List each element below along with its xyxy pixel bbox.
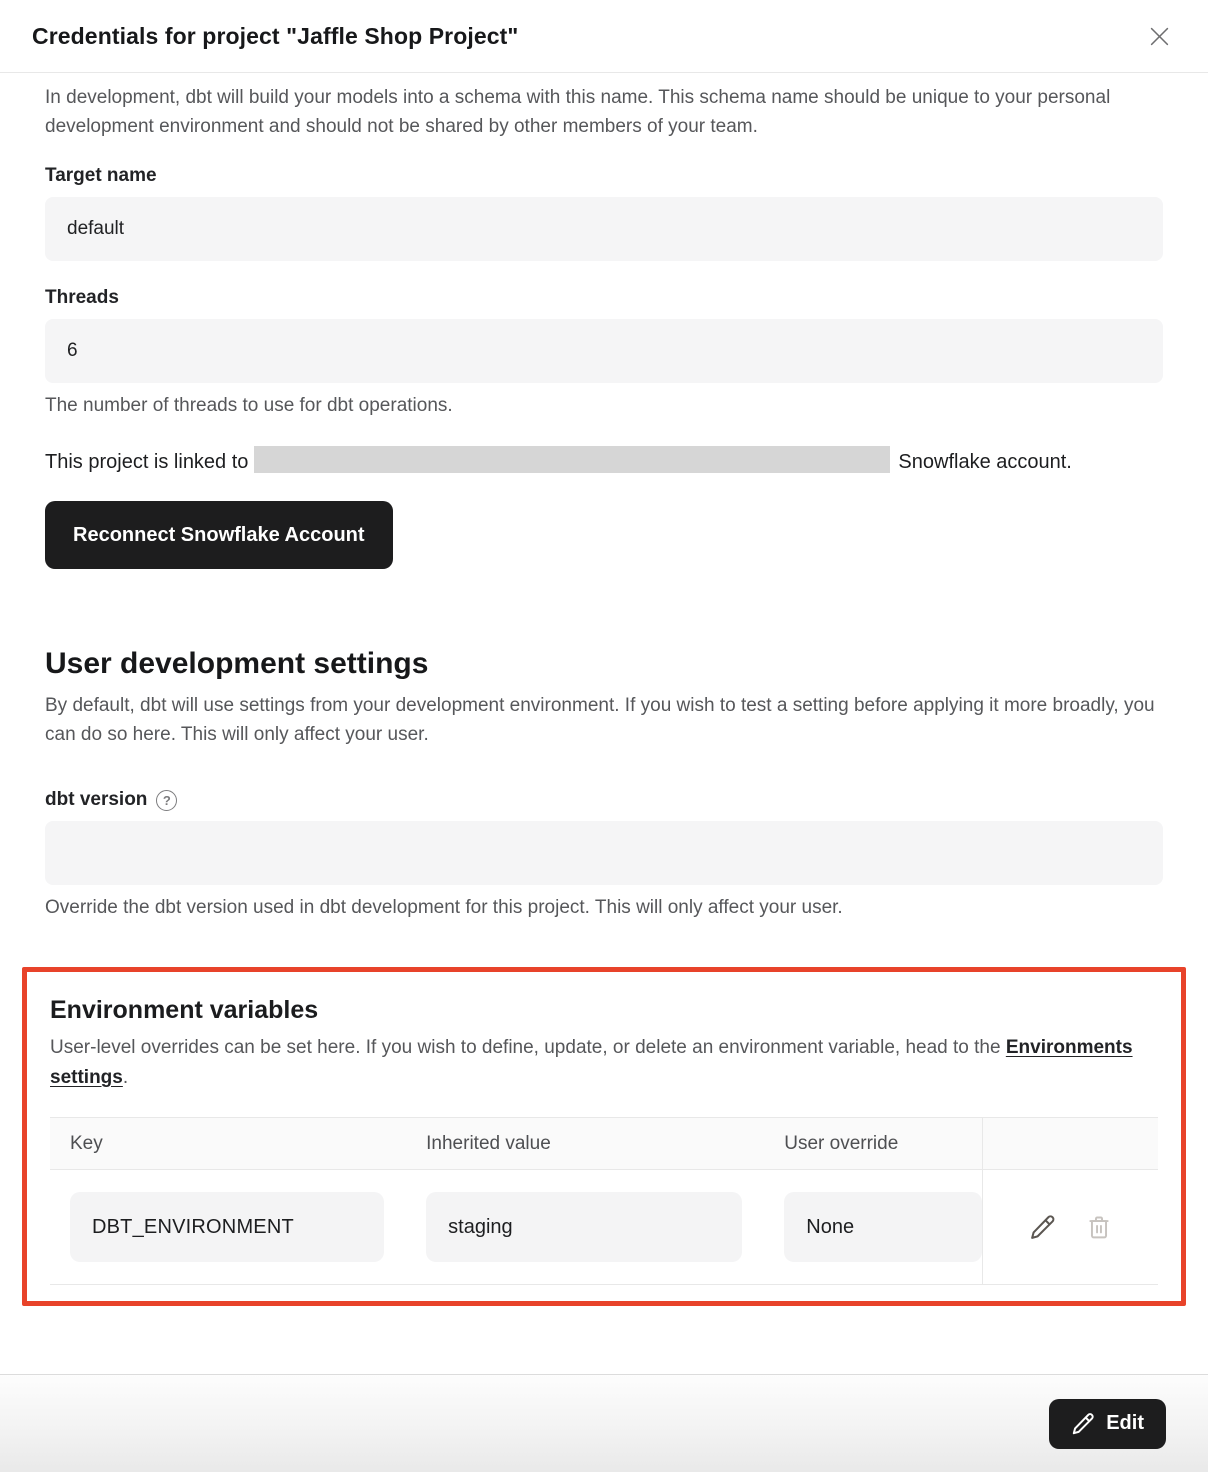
close-button[interactable] <box>1142 19 1176 53</box>
snowflake-link-text-before: This project is linked to <box>45 451 249 473</box>
modal-header <box>0 0 1208 73</box>
env-vars-description <box>50 1033 1158 1093</box>
modal-title: Credentials for project "Jaffle Shop Project" <box>32 22 519 49</box>
table-row <box>50 1170 1158 1284</box>
env-vars-description-after: . <box>122 1067 129 1088</box>
snowflake-link-text <box>45 445 1163 479</box>
table-header-row <box>50 1118 1158 1170</box>
pencil-icon <box>1029 1214 1056 1241</box>
env-var-user-override-value: None <box>784 1192 982 1262</box>
env-vars-heading: Environment variables <box>50 996 319 1024</box>
threads-label: Threads <box>45 287 119 308</box>
close-icon <box>1146 23 1173 50</box>
dbt-version-helper: Override the dbt version used in dbt development for this project. This will only affect your user. <box>45 897 843 918</box>
edit-button-label: Edit <box>1106 1412 1144 1434</box>
reconnect-button-label: Reconnect Snowflake Account <box>73 523 365 546</box>
column-header-actions <box>982 1118 1158 1169</box>
modal-body <box>0 73 1208 1374</box>
delete-row-button[interactable] <box>1084 1212 1114 1242</box>
modal-footer <box>0 1374 1208 1472</box>
column-header-inherited-value: Inherited value <box>426 1132 551 1154</box>
user-dev-settings-heading: User development settings <box>45 647 429 680</box>
target-name-input[interactable] <box>45 197 1163 261</box>
schema-description: In development, dbt will build your models into a schema with this name. This schema name should be unique to your personal development environment and should not be shared by other members of your team. <box>45 87 1111 137</box>
annotation-highlight-box <box>22 967 1186 1306</box>
threads-helper: The number of threads to use for dbt operations. <box>45 395 453 416</box>
dbt-version-input[interactable] <box>45 821 1163 885</box>
edit-pencil-icon <box>1071 1412 1095 1436</box>
column-header-user-override: User override <box>784 1132 899 1154</box>
env-var-key-value: DBT_ENVIRONMENT <box>70 1192 384 1262</box>
trash-icon <box>1086 1214 1112 1240</box>
column-header-key: Key <box>70 1132 103 1154</box>
user-dev-settings-description: By default, dbt will use settings from your development environment. If you wish to test a setting before applying it more broadly, you can do so here. This will only affect your user. <box>45 695 1155 745</box>
target-name-label: Target name <box>45 165 157 186</box>
help-icon[interactable]: ? <box>156 790 177 811</box>
threads-input[interactable] <box>45 319 1163 383</box>
redacted-account-name <box>254 446 890 473</box>
edit-row-button[interactable] <box>1027 1212 1058 1243</box>
reconnect-snowflake-button[interactable] <box>45 501 393 569</box>
env-var-inherited-value: staging <box>426 1192 742 1262</box>
environments-settings-link[interactable]: Environments settings <box>50 1037 1133 1088</box>
snowflake-link-text-after: Snowflake account. <box>898 451 1072 473</box>
dbt-version-label: dbt version <box>45 789 148 810</box>
edit-button[interactable] <box>1049 1399 1166 1449</box>
env-vars-table <box>50 1117 1158 1285</box>
env-vars-description-before: User-level overrides can be set here. If you wish to define, update, or delete an environment variable, head to the <box>50 1037 1006 1058</box>
